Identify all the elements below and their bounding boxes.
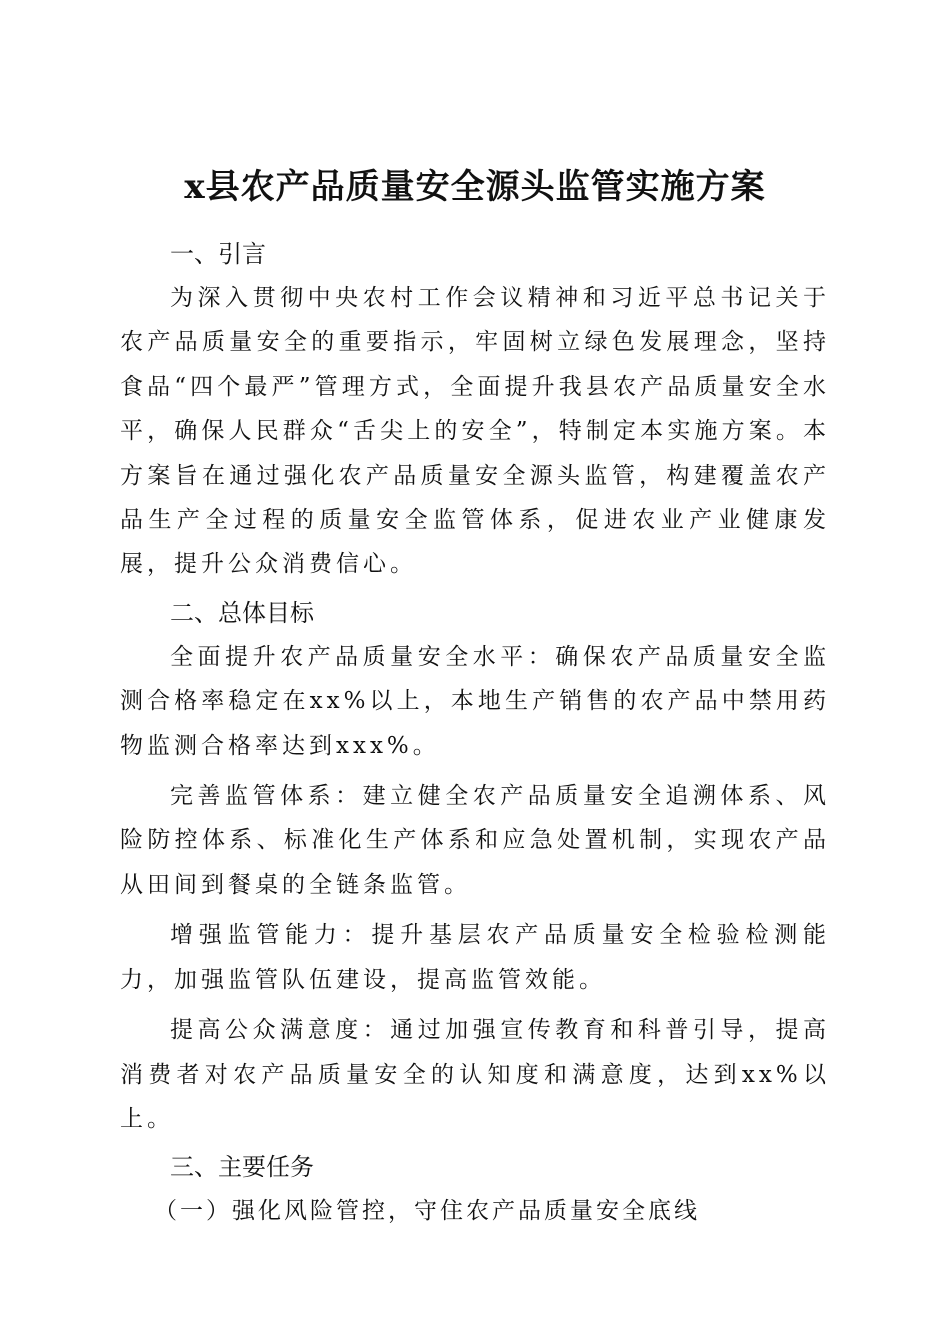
paragraph-goal-1: 全面提升农产品质量安全水平：确保农产品质量安全监测合格率稳定在xx%以上，本地生产销售的农产品中禁用药物监测合格率达到xxx%。: [120, 643, 830, 759]
paragraph-goal-2: 完善监管体系：建立健全农产品质量安全追溯体系、风险防控体系、标准化生产体系和应急处置机制，实现农产品从田间到餐桌的全链条监管。: [120, 783, 830, 898]
section-heading-goals: 二、总体目标: [170, 598, 314, 627]
section-heading-tasks: 三、主要任务: [170, 1153, 314, 1182]
paragraph-intro: 为深入贯彻中央农村工作会议精神和习近平总书记关于农产品质量安全的重要指示，牢固树立绿色发展理念，坚持食品“四个最严”管理方式，全面提升我县农产品质量安全水平，确保人民群众“舌尖上的安全”，特制定本实施方案。本方案旨在通过强化农产品质量安全源头监管，构建覆盖农产品生产全过程的质量安全监管体系，促进农业产业健康发展，提升公众消费信心。: [120, 285, 830, 578]
document-body: [120, 232, 830, 1233]
paragraph-goal-3: 增强监管能力：提升基层农产品质量安全检验检测能力，加强监管队伍建设，提高监管效能。: [120, 922, 830, 993]
section-heading-intro: 一、引言: [170, 240, 266, 268]
paragraph-goal-4: 提高公众满意度：通过加强宣传教育和科普引导，提高消费者对农产品质量安全的认知度和满意度，达到xx%以上。: [120, 1017, 830, 1132]
document-title: x县农产品质量安全源头监管实施方案: [184, 166, 766, 207]
subsection-heading-task-1: （一）强化风险管控，守住农产品质量安全底线: [154, 1198, 700, 1225]
